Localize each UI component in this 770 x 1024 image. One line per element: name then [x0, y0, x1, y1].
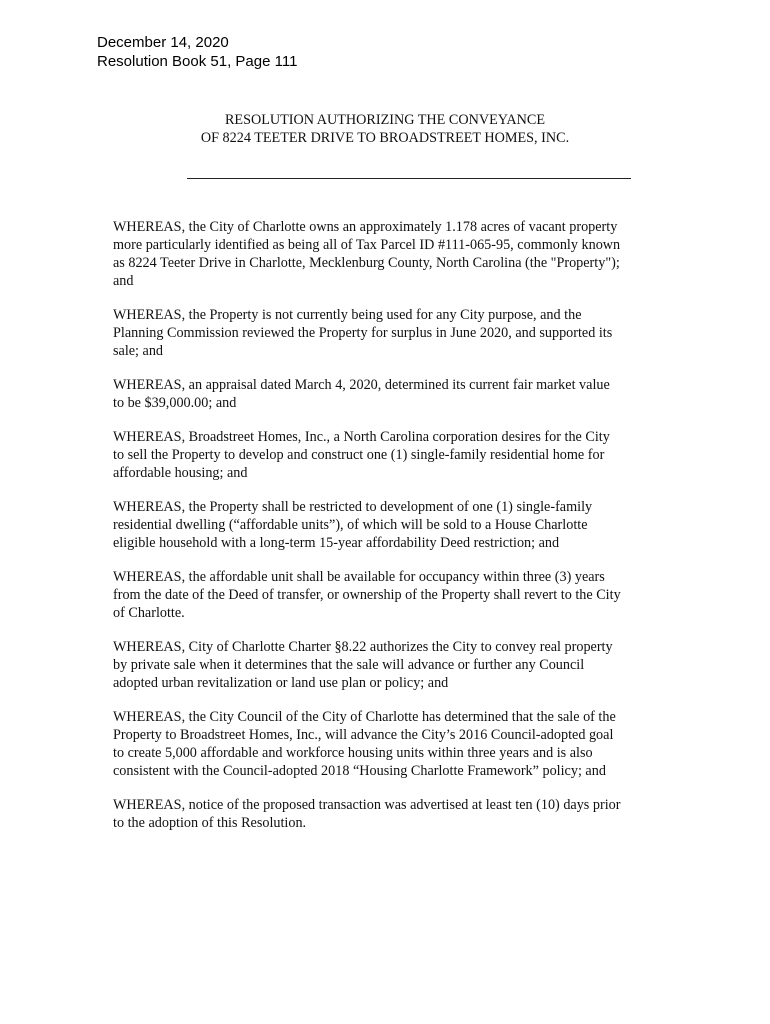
whereas-paragraph: [113, 498, 673, 552]
resolution-title: [110, 111, 660, 147]
paragraph-line: of Charlotte.: [113, 605, 185, 621]
paragraph-line: WHEREAS, an appraisal dated March 4, 2020, determined its current fair market value: [113, 377, 610, 393]
paragraph-line: WHEREAS, notice of the proposed transaction was advertised at least ten (10) days prior: [113, 797, 621, 813]
header-date: December 14, 2020: [97, 34, 229, 51]
paragraph-line: adopted urban revitalization or land use plan or policy; and: [113, 675, 449, 691]
paragraph-line: sale; and: [113, 343, 164, 359]
whereas-paragraph: [113, 568, 673, 622]
document-header: [97, 33, 297, 71]
paragraph-line: eligible household with a long-term 15-year affordability Deed restriction; and: [113, 535, 560, 551]
paragraph-line: as 8224 Teeter Drive in Charlotte, Mecklenburg County, North Carolina (the "Property");: [113, 255, 620, 271]
resolution-body: [113, 218, 673, 848]
paragraph-line: WHEREAS, the Property is not currently being used for any City purpose, and the: [113, 307, 582, 323]
paragraph-line: Property to Broadstreet Homes, Inc., will advance the City’s 2016 Council-adopted goal: [113, 727, 614, 743]
paragraph-line: WHEREAS, Broadstreet Homes, Inc., a North Carolina corporation desires for the City: [113, 429, 610, 445]
paragraph-line: WHEREAS, the Property shall be restricted to development of one (1) single-family: [113, 499, 593, 515]
paragraph-line: from the date of the Deed of transfer, or ownership of the Property shall revert to the City: [113, 587, 621, 603]
whereas-paragraph: [113, 376, 673, 412]
paragraph-line: WHEREAS, the City Council of the City of Charlotte has determined that the sale of the: [113, 709, 616, 725]
paragraph-line: Planning Commission reviewed the Property for surplus in June 2020, and supported its: [113, 325, 613, 341]
whereas-paragraph: [113, 796, 673, 832]
paragraph-line: to be $39,000.00; and: [113, 395, 237, 411]
paragraph-line: to sell the Property to develop and construct one (1) single-family residential home for: [113, 447, 605, 463]
title-line-2: OF 8224 TEETER DRIVE TO BROADSTREET HOMES, INC.: [200, 130, 570, 146]
whereas-paragraph: [113, 638, 673, 692]
paragraph-line: residential dwelling (“affordable units”), of which will be sold to a House Charlotte: [113, 517, 588, 533]
paragraph-line: to the adoption of this Resolution.: [113, 815, 307, 831]
header-book-reference: Resolution Book 51, Page 111: [97, 53, 298, 70]
whereas-paragraph: [113, 218, 673, 290]
paragraph-line: and: [113, 273, 134, 289]
paragraph-line: to create 5,000 affordable and workforce housing units within three years and is also: [113, 745, 593, 761]
paragraph-line: by private sale when it determines that the sale will advance or further any Council: [113, 657, 585, 673]
paragraph-line: WHEREAS, the affordable unit shall be available for occupancy within three (3) years: [113, 569, 605, 585]
title-line-1: RESOLUTION AUTHORIZING THE CONVEYANCE: [224, 112, 546, 128]
paragraph-line: affordable housing; and: [113, 465, 248, 481]
title-divider: [187, 178, 631, 179]
whereas-paragraph: [113, 708, 673, 780]
paragraph-line: more particularly identified as being all of Tax Parcel ID #111-065-95, commonly known: [113, 237, 621, 253]
paragraph-line: consistent with the Council-adopted 2018 “Housing Charlotte Framework” policy; and: [113, 763, 606, 779]
whereas-paragraph: [113, 428, 673, 482]
whereas-paragraph: [113, 306, 673, 360]
paragraph-line: WHEREAS, the City of Charlotte owns an approximately 1.178 acres of vacant property: [113, 219, 618, 235]
paragraph-line: WHEREAS, City of Charlotte Charter §8.22 authorizes the City to convey real property: [113, 639, 613, 655]
